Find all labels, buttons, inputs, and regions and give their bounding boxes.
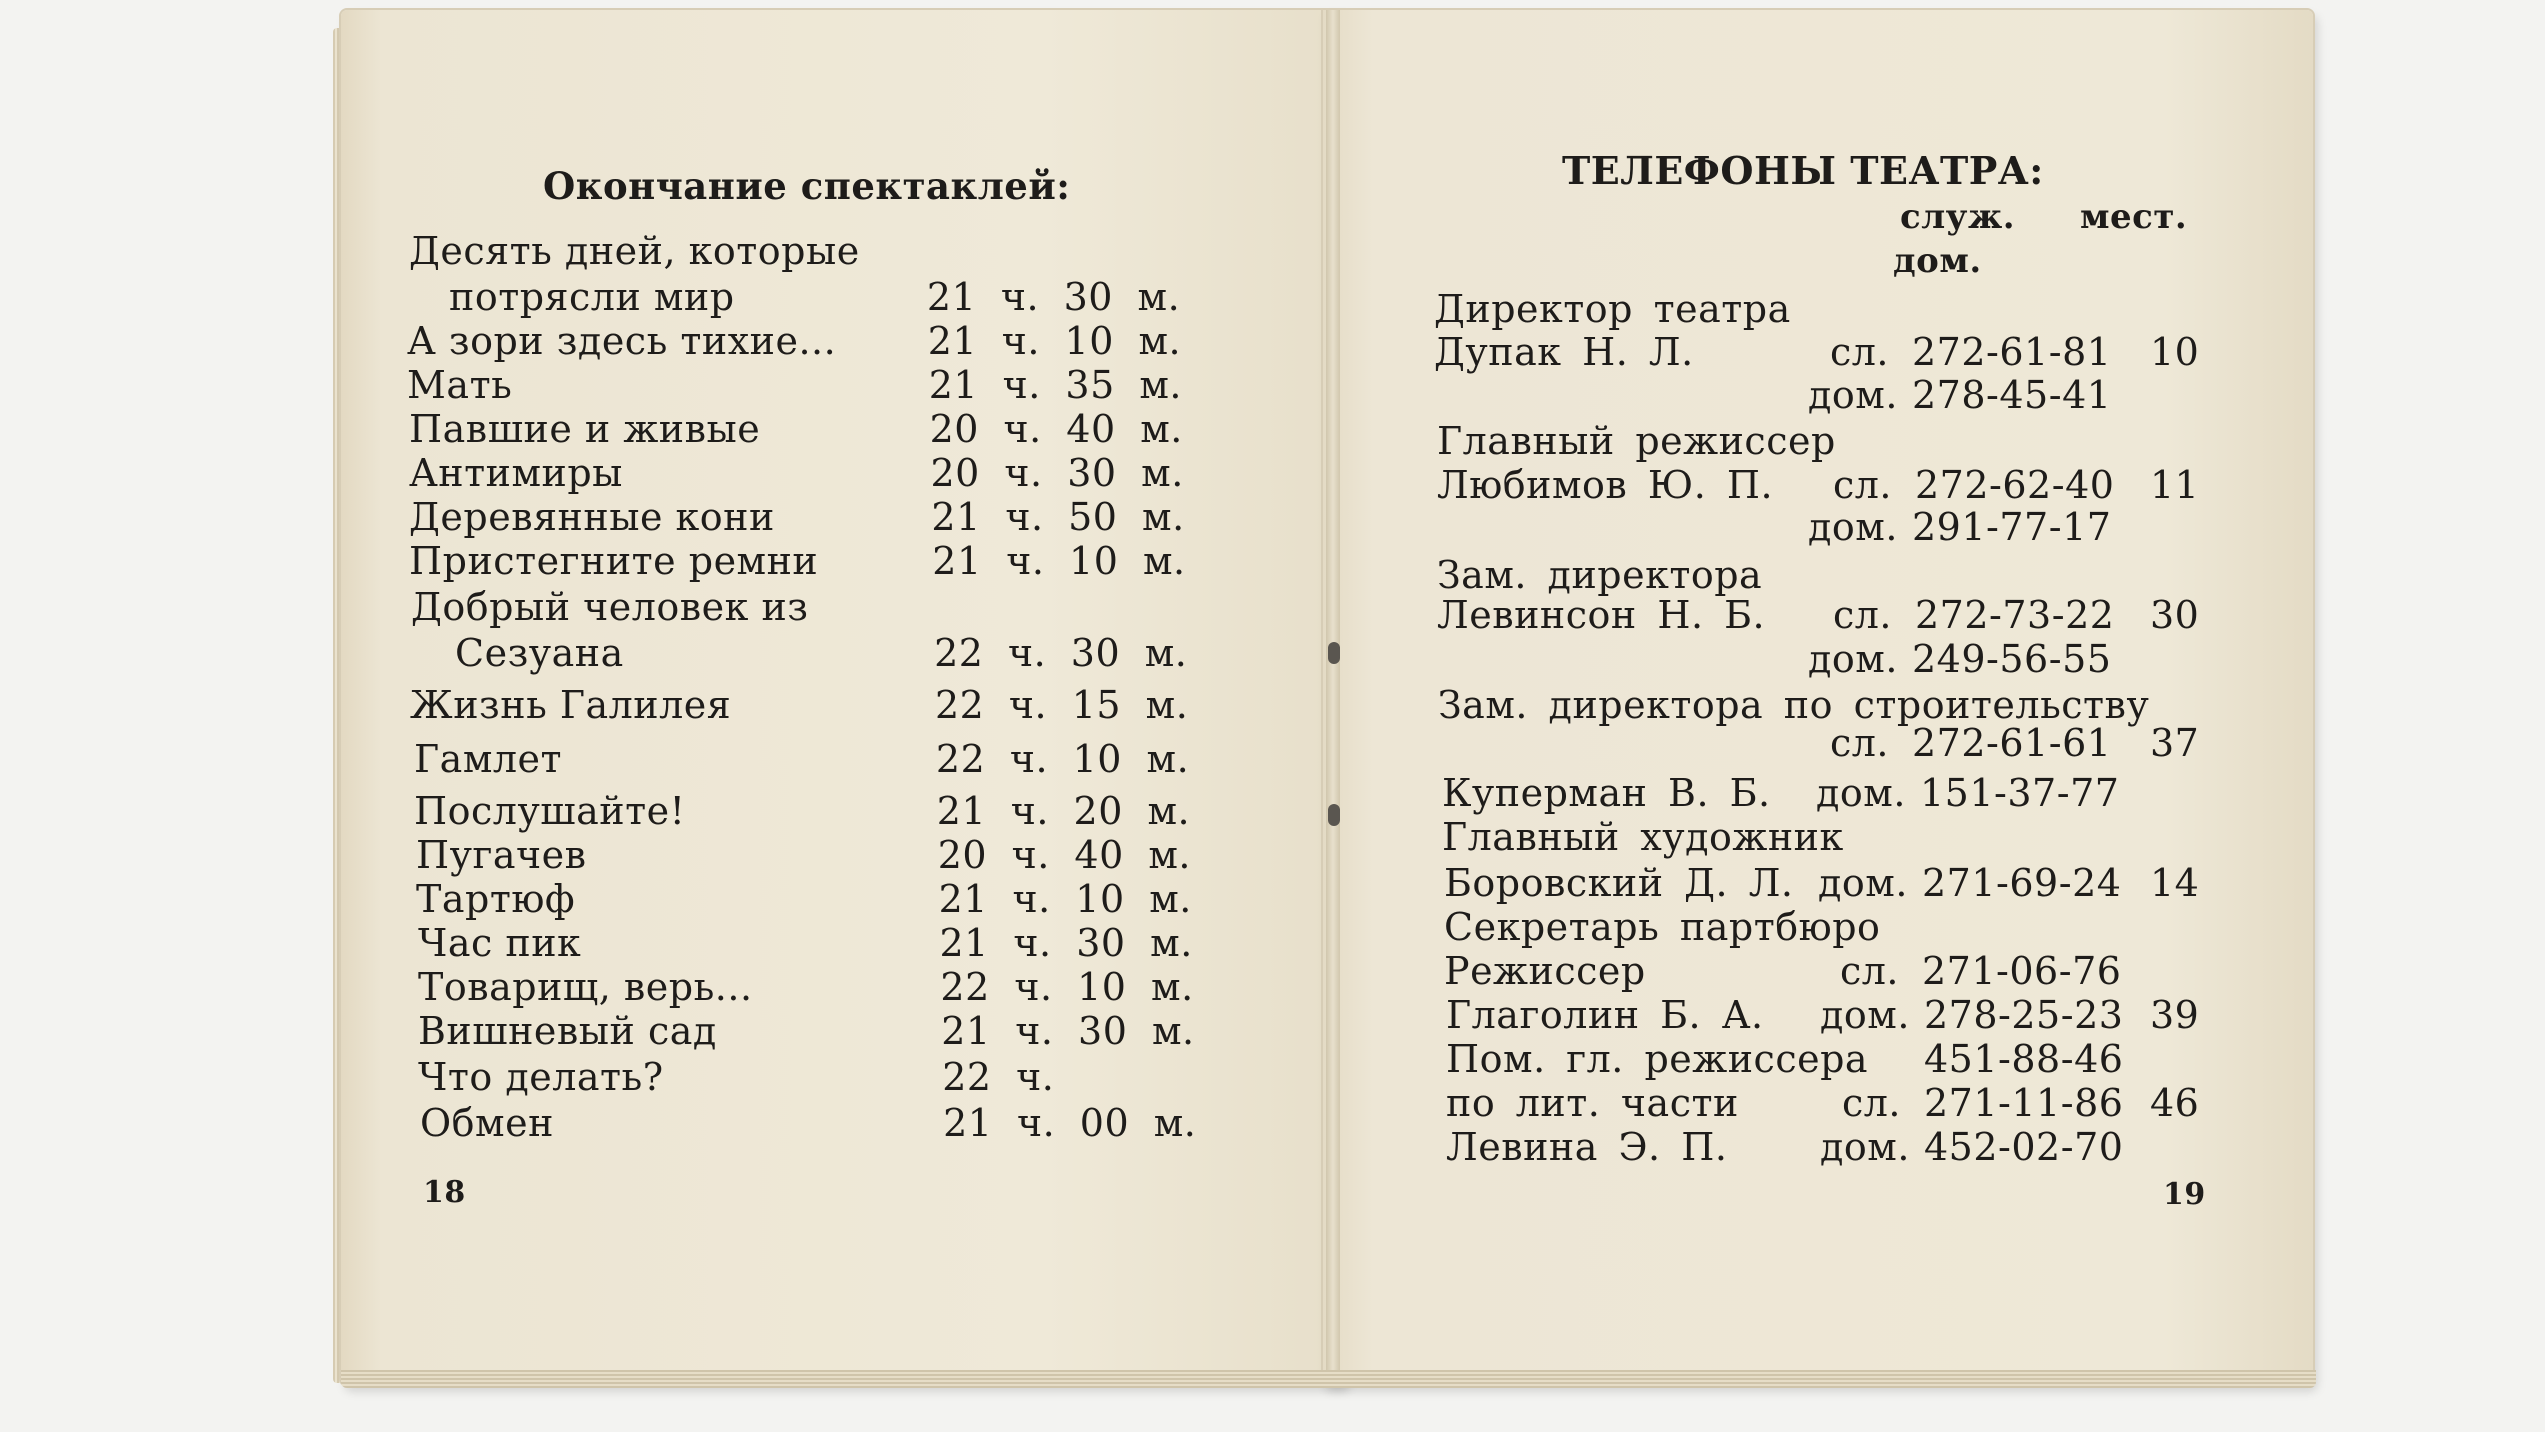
phone-line-label: Зам. директора — [1437, 553, 1763, 597]
phone-line-type: сл. — [1833, 463, 1893, 507]
performance-end-time: 21 ч. 30 м. — [941, 1009, 1195, 1053]
phone-number: 452-02-70 — [1924, 1125, 2124, 1169]
phone-line-label: Левина Э. П. — [1446, 1125, 1728, 1169]
performance-title: Мать — [407, 363, 513, 407]
phone-line-type: дом. — [1816, 771, 1906, 815]
phone-number: 272-73-22 — [1915, 593, 2115, 637]
column-header-service: служ. — [1900, 197, 2016, 237]
local-extension: 39 — [2150, 993, 2200, 1037]
performance-end-time: 22 ч. 10 м. — [940, 965, 1194, 1009]
performance-title: потрясли мир — [449, 275, 735, 319]
performance-title: Добрый человек из — [411, 585, 809, 629]
performance-end-time: 22 ч. 15 м. — [935, 683, 1189, 727]
local-extension: 37 — [2150, 721, 2200, 765]
phone-line-label: Пом. гл. режиссера — [1446, 1037, 1869, 1081]
performance-end-time: 21 ч. 30 м. — [926, 275, 1181, 319]
performance-end-time: 21 ч. 35 м. — [928, 363, 1182, 407]
performance-title: Пристегните ремни — [409, 539, 819, 583]
performance-end-time: 21 ч. 30 м. — [939, 921, 1193, 965]
staple-top — [1328, 642, 1340, 664]
phone-line-type: сл. — [1830, 330, 1890, 374]
performance-end-time: 22 ч. 10 м. — [935, 737, 1190, 781]
performance-end-time: 21 ч. 50 м. — [931, 495, 1185, 539]
performance-title: Гамлет — [414, 737, 563, 781]
local-extension: 11 — [2150, 463, 2200, 507]
phone-line-label: Любимов Ю. П. — [1437, 463, 1774, 507]
phone-line-label: Зам. директора по строительству — [1438, 683, 2150, 727]
phone-line-label: Куперман В. Б. — [1442, 771, 1771, 815]
phone-line-label: Главный художник — [1442, 815, 1844, 859]
local-extension: 10 — [2150, 330, 2200, 374]
performance-end-time: 21 ч. 10 м. — [938, 877, 1192, 921]
performance-title: Деревянные кони — [409, 495, 775, 539]
performance-title: Тартюф — [416, 877, 576, 921]
performance-title: Что делать? — [418, 1055, 664, 1099]
phone-line-label: Главный режиссер — [1437, 419, 1836, 463]
phone-number: 271-69-24 — [1922, 861, 2122, 905]
performance-title: Антимиры — [409, 451, 623, 495]
performance-title: Павшие и живые — [409, 407, 761, 451]
phone-number: 291-77-17 — [1912, 505, 2112, 549]
page-edge-bottom — [341, 1370, 2316, 1388]
phone-line-type: дом. — [1808, 505, 1898, 549]
phone-line-label: Секретарь партбюро — [1444, 905, 1881, 949]
performance-title: Вишневый сад — [418, 1009, 717, 1053]
column-header-home: дом. — [1893, 241, 1982, 281]
phone-line-label: Левинсон Н. Б. — [1437, 593, 1766, 637]
phone-line-label: Директор театра — [1434, 287, 1791, 331]
performance-end-time: 21 ч. 10 м. — [927, 319, 1182, 363]
phone-line-type: сл. — [1840, 949, 1900, 993]
performance-end-time: 21 ч. 20 м. — [936, 789, 1191, 833]
performance-title: Пугачев — [416, 833, 587, 877]
performance-title: Жизнь Галилея — [410, 683, 732, 727]
performance-title: Час пик — [418, 921, 582, 965]
phone-line-type: дом. — [1820, 1125, 1910, 1169]
performance-end-time: 22 ч. 30 м. — [934, 631, 1188, 675]
performance-title: Товарищ, верь... — [418, 965, 753, 1009]
phone-line-type: сл. — [1833, 593, 1893, 637]
performance-title: Десять дней, которые — [409, 229, 860, 273]
phone-line-type: дом. — [1820, 993, 1910, 1037]
local-extension: 46 — [2150, 1081, 2200, 1125]
phone-line-type: дом. — [1808, 637, 1898, 681]
phone-number: 272-61-61 — [1912, 721, 2112, 765]
performance-end-time: 21 ч. 10 м. — [932, 539, 1186, 583]
phone-number: 451-88-46 — [1924, 1037, 2124, 1081]
phone-line-type: сл. — [1842, 1081, 1902, 1125]
phone-number: 272-61-81 — [1912, 330, 2112, 374]
phone-number: 278-45-41 — [1912, 373, 2112, 417]
column-header-local: мест. — [2080, 197, 2188, 237]
phone-number: 272-62-40 — [1915, 463, 2115, 507]
performance-end-time: 20 ч. 40 м. — [929, 407, 1183, 451]
performance-title: Сезуана — [455, 631, 624, 675]
phone-line-type: сл. — [1830, 721, 1890, 765]
phone-number: 151-37-77 — [1920, 771, 2120, 815]
performance-end-time: 22 ч. — [942, 1055, 1055, 1099]
performance-end-time: 21 ч. 00 м. — [943, 1101, 1197, 1145]
spine — [1326, 10, 1340, 1385]
phone-line-label: Дупак Н. Л. — [1434, 330, 1694, 374]
right-page-number: 19 — [2163, 1177, 2206, 1212]
phone-line-type: дом. — [1808, 373, 1898, 417]
phone-line-label: по лит. части — [1446, 1081, 1739, 1125]
phone-line-label: Глаголин Б. А. — [1446, 993, 1764, 1037]
phone-number: 249-56-55 — [1912, 637, 2112, 681]
performance-title: Обмен — [420, 1101, 554, 1145]
performance-end-time: 20 ч. 40 м. — [937, 833, 1191, 877]
left-page-heading: Окончание спектаклей: — [543, 164, 1071, 208]
performance-end-time: 20 ч. 30 м. — [930, 451, 1184, 495]
staple-bottom — [1328, 804, 1340, 826]
left-page-number: 18 — [423, 1175, 466, 1210]
right-page-heading: ТЕЛЕФОНЫ ТЕАТРА: — [1562, 148, 2044, 193]
phone-number: 278-25-23 — [1924, 993, 2124, 1037]
local-extension: 14 — [2150, 861, 2200, 905]
local-extension: 30 — [2150, 593, 2200, 637]
phone-line-label: Режиссер — [1444, 949, 1646, 993]
performance-title: Послушайте! — [414, 789, 686, 833]
phone-number: 271-06-76 — [1922, 949, 2122, 993]
performance-title: А зори здесь тихие... — [407, 319, 837, 363]
phone-line-label: Боровский Д. Л. — [1444, 861, 1794, 905]
phone-number: 271-11-86 — [1924, 1081, 2124, 1125]
phone-line-type: дом. — [1818, 861, 1908, 905]
